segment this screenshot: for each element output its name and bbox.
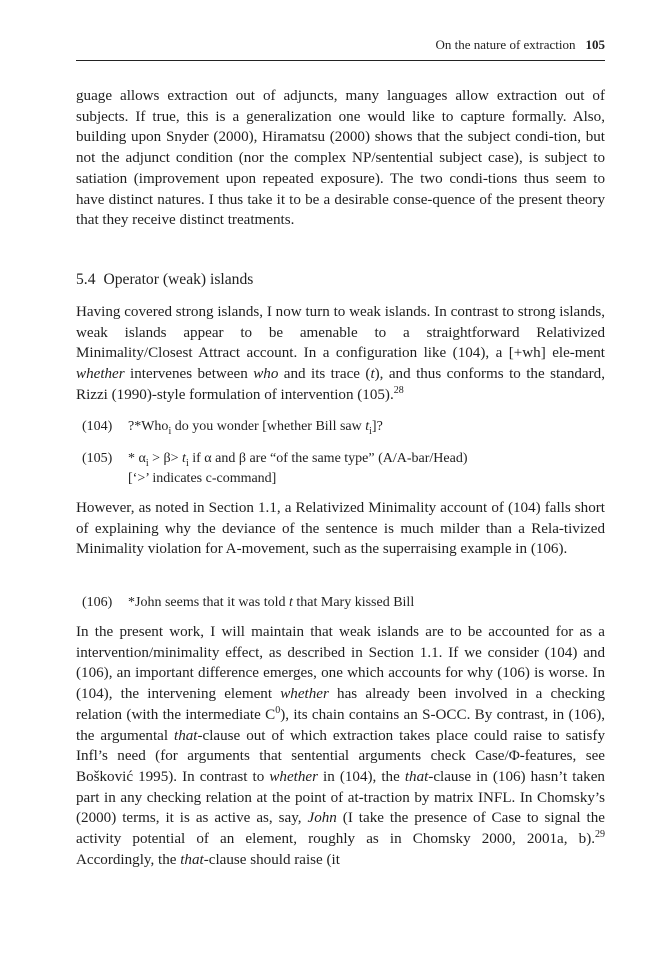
text-run: (I take the presence of Case to signal the activity potential of an element, roughly as in Chomsky 2000, 2001a, b). [76,810,605,848]
page-number: 105 [585,37,605,52]
section-number: 5.4 [76,271,96,288]
section-title: Operator (weak) islands [103,271,254,288]
text-run: > β> [148,451,183,466]
example-formula [128,449,468,469]
text-run: if α and β are “of the same type” (A/A-bar/Head) [188,451,468,466]
section-heading [76,270,253,290]
italic-term: whether [76,366,125,383]
text-run: ), and thus conforms to the standard, Rizzi (1990)-style formulation of intervention (105). [76,366,605,403]
text-run: -clause out of which extraction takes place could raise to satisfy Infl’s need (for arguments that sentential arguments check Case/Φ-features, see Bošković 1995). In contrast to [76,727,606,785]
paragraph-present-work [76,622,605,870]
example-number: (106) [82,595,113,610]
text-run: In the present work, I will maintain that weak islands are to be accounted for as a intervention/minimality effect, as described in Section 1.1. If we consider (104) and (106), an important difference emerges, one which accounts for why (106) is worse. In (104), the intervening element [76,624,605,703]
text-run: Having covered strong islands, I now turn to weak islands. In contrast to strong islands, weak islands appear to be amenable to a straightforward Relativized Minimality/Closest Attract account. In a configuration like (104), a [+wh] ele-ment [76,304,605,362]
text-run: and its trace ( [278,366,371,383]
subscript-index: i [168,425,172,437]
text-run: Accordingly, the [76,851,181,868]
example-number: (105) [82,451,113,466]
text-run: ]? [371,419,383,434]
text-run: -clause should raise (it [203,851,340,868]
subscript-index: i [185,457,189,469]
example-number: (104) [82,419,113,434]
italic-term: t [370,366,375,383]
text-run: ?*Who [128,419,169,434]
italic-term: whether [280,686,329,703]
text-run: intervenes between [124,366,254,383]
text-run: * α [128,451,146,466]
running-head-title: On the nature of extraction [435,37,576,52]
superscript-zero: 0 [275,704,281,716]
text-run: -clause in (106) hasn’t taken part in any checking relation at the point of at-traction by matrix INFL. In Chomsky’s (2000) terms, it is as active as, say, [76,768,605,827]
text-run: ), its chain contains an S-OCC. By contrast, in (106), the argumental [76,706,606,744]
text-run: that Mary kissed Bill [292,595,415,610]
paragraph-continuation: guage allows extraction out of adjuncts, many languages allow extraction out of subjects. If true, this is a generalization one would like to capture formally. Also, building upon Snyder (2000), Hiramatsu (2000) shows that the subject condi-tion, but not the adjunct condition (nor the complex NP/sentential subject case), is subject to satiation (improvement upon repeated exposure). The two condi-tions thus seem to have distinct natures. I thus take it to be a desirable conse-quence of the present theory that they receive distinct treatments. [76,88,605,229]
paragraph-weak-islands-intro [76,302,605,406]
italic-term: John [307,810,337,827]
subscript-index: i [369,425,372,437]
footnote-marker[interactable]: 28 [393,384,404,396]
italic-term: whether [269,768,318,785]
footnote-marker[interactable]: 29 [595,829,605,840]
example-sentence [128,417,383,437]
running-head [76,36,605,61]
italic-term: that [174,727,198,744]
text-run: in (104), the [317,768,405,785]
trace-symbol: t [289,595,293,610]
trace-symbol: t [182,451,186,466]
text-run: *John seems that it was told [128,595,289,610]
paragraph-minimality: However, as noted in Section 1.1, a Relativized Minimality account of (104) falls short of explaining why the deviance of the sentence is much milder than a Rela-tivized Minimality violation for A-movement, such as the superraising example in (106). [76,500,605,558]
example-sentence [128,593,414,613]
italic-term: who [253,366,279,383]
text-run: do you wonder [whether Bill saw [171,419,366,434]
italic-term: that [180,851,204,868]
italic-term: that [404,768,429,785]
subscript-index: i [145,457,149,469]
text-run: has already been involved in a checking relation (with the intermediate C [76,686,606,723]
trace-symbol: t [365,419,370,434]
example-note: [‘>’ indicates c-command] [128,471,277,486]
